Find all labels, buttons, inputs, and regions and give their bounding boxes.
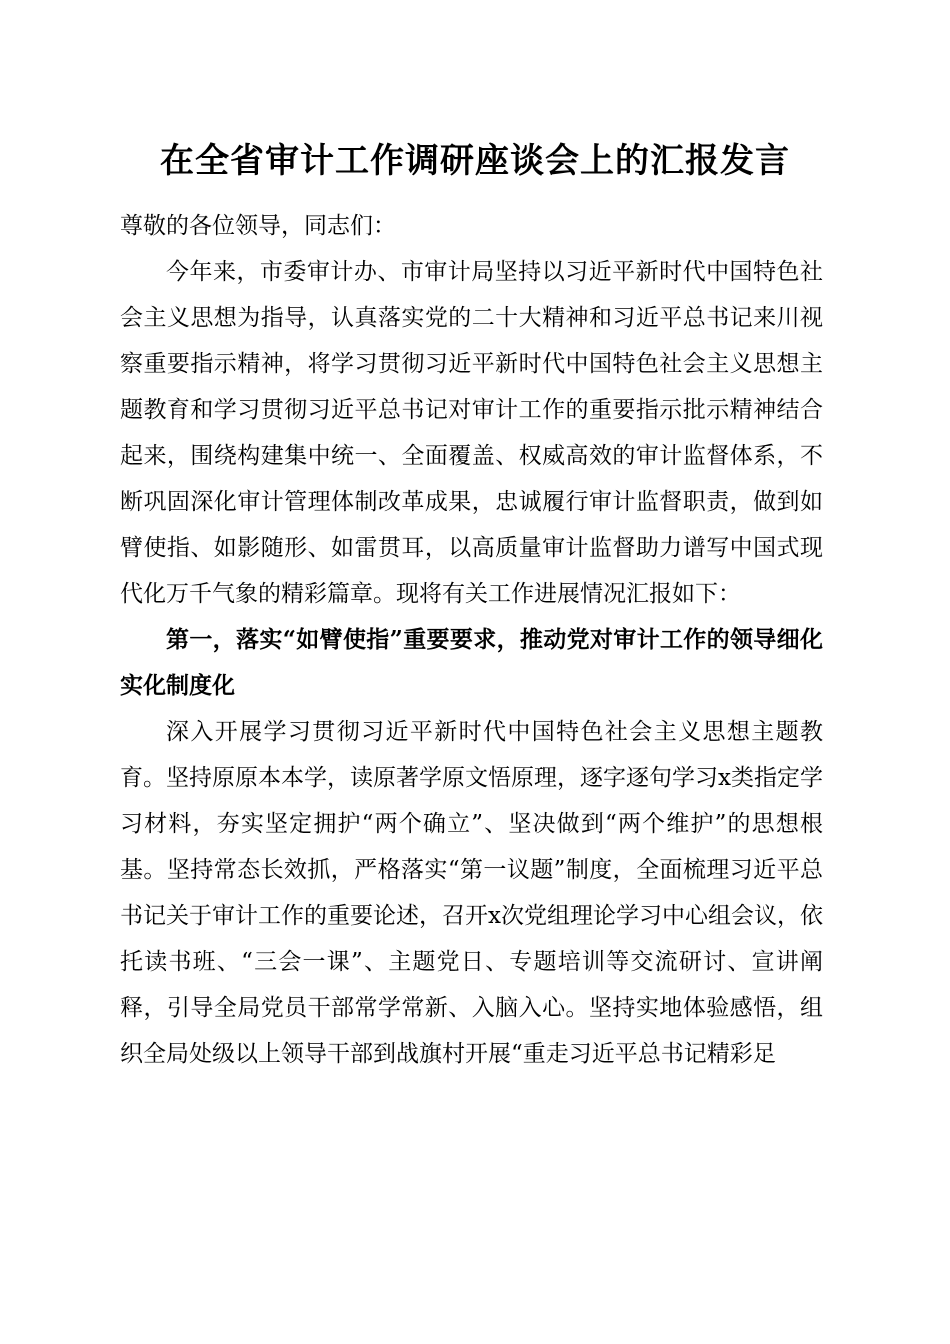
salutation: 尊敬的各位领导，同志们： (120, 213, 396, 239)
document-body (120, 203, 823, 1077)
paragraph-section-first: 深入开展学习贯彻习近平新时代中国特色社会主义思想主题教育。坚持原原本本学，读原著学原文悟原理，逐字逐句学习x类指定学习材料，夯实坚定拥护“两个确立”、坚决做到“两个维护”的思想根基。坚持常态长效抓，严格落实“第一议题”制度，全面梳理习近平总书记关于审计工作的重要论述，召开x次党组理论学习中心组会议，依托读书班、“三会一课”、主题党日、专题培训等交流研讨、宣讲阐释，引导全局党员干部常学常新、入脑入心。坚持实地体验感悟，组织全局处级以上领导干部到战旗村开展“重走习近平总书记精彩足 (120, 719, 823, 1067)
paragraph-intro: 今年来，市委审计办、市审计局坚持以习近平新时代中国特色社会主义思想为指导，认真落实党的二十大精神和习近平总书记来川视察重要指示精神，将学习贯彻习近平新时代中国特色社会主义思想主题教育和学习贯彻习近平总书记对审计工作的重要指示批示精神结合起来，围绕构建集中统一、全面覆盖、权威高效的审计监督体系，不断巩固深化审计管理体制改革成果，忠诚履行审计监督职责，做到如臂使指、如影随形、如雷贯耳，以高质量审计监督助力谱写中国式现代化万千气象的精彩篇章。现将有关工作进展情况汇报如下： (120, 259, 823, 607)
document-title: 在全省审计工作调研座谈会上的汇报发言 (160, 141, 790, 181)
section-heading-first: 第一，落实“如臂使指”重要要求，推动党对审计工作的领导细化实化制度化 (120, 626, 823, 699)
